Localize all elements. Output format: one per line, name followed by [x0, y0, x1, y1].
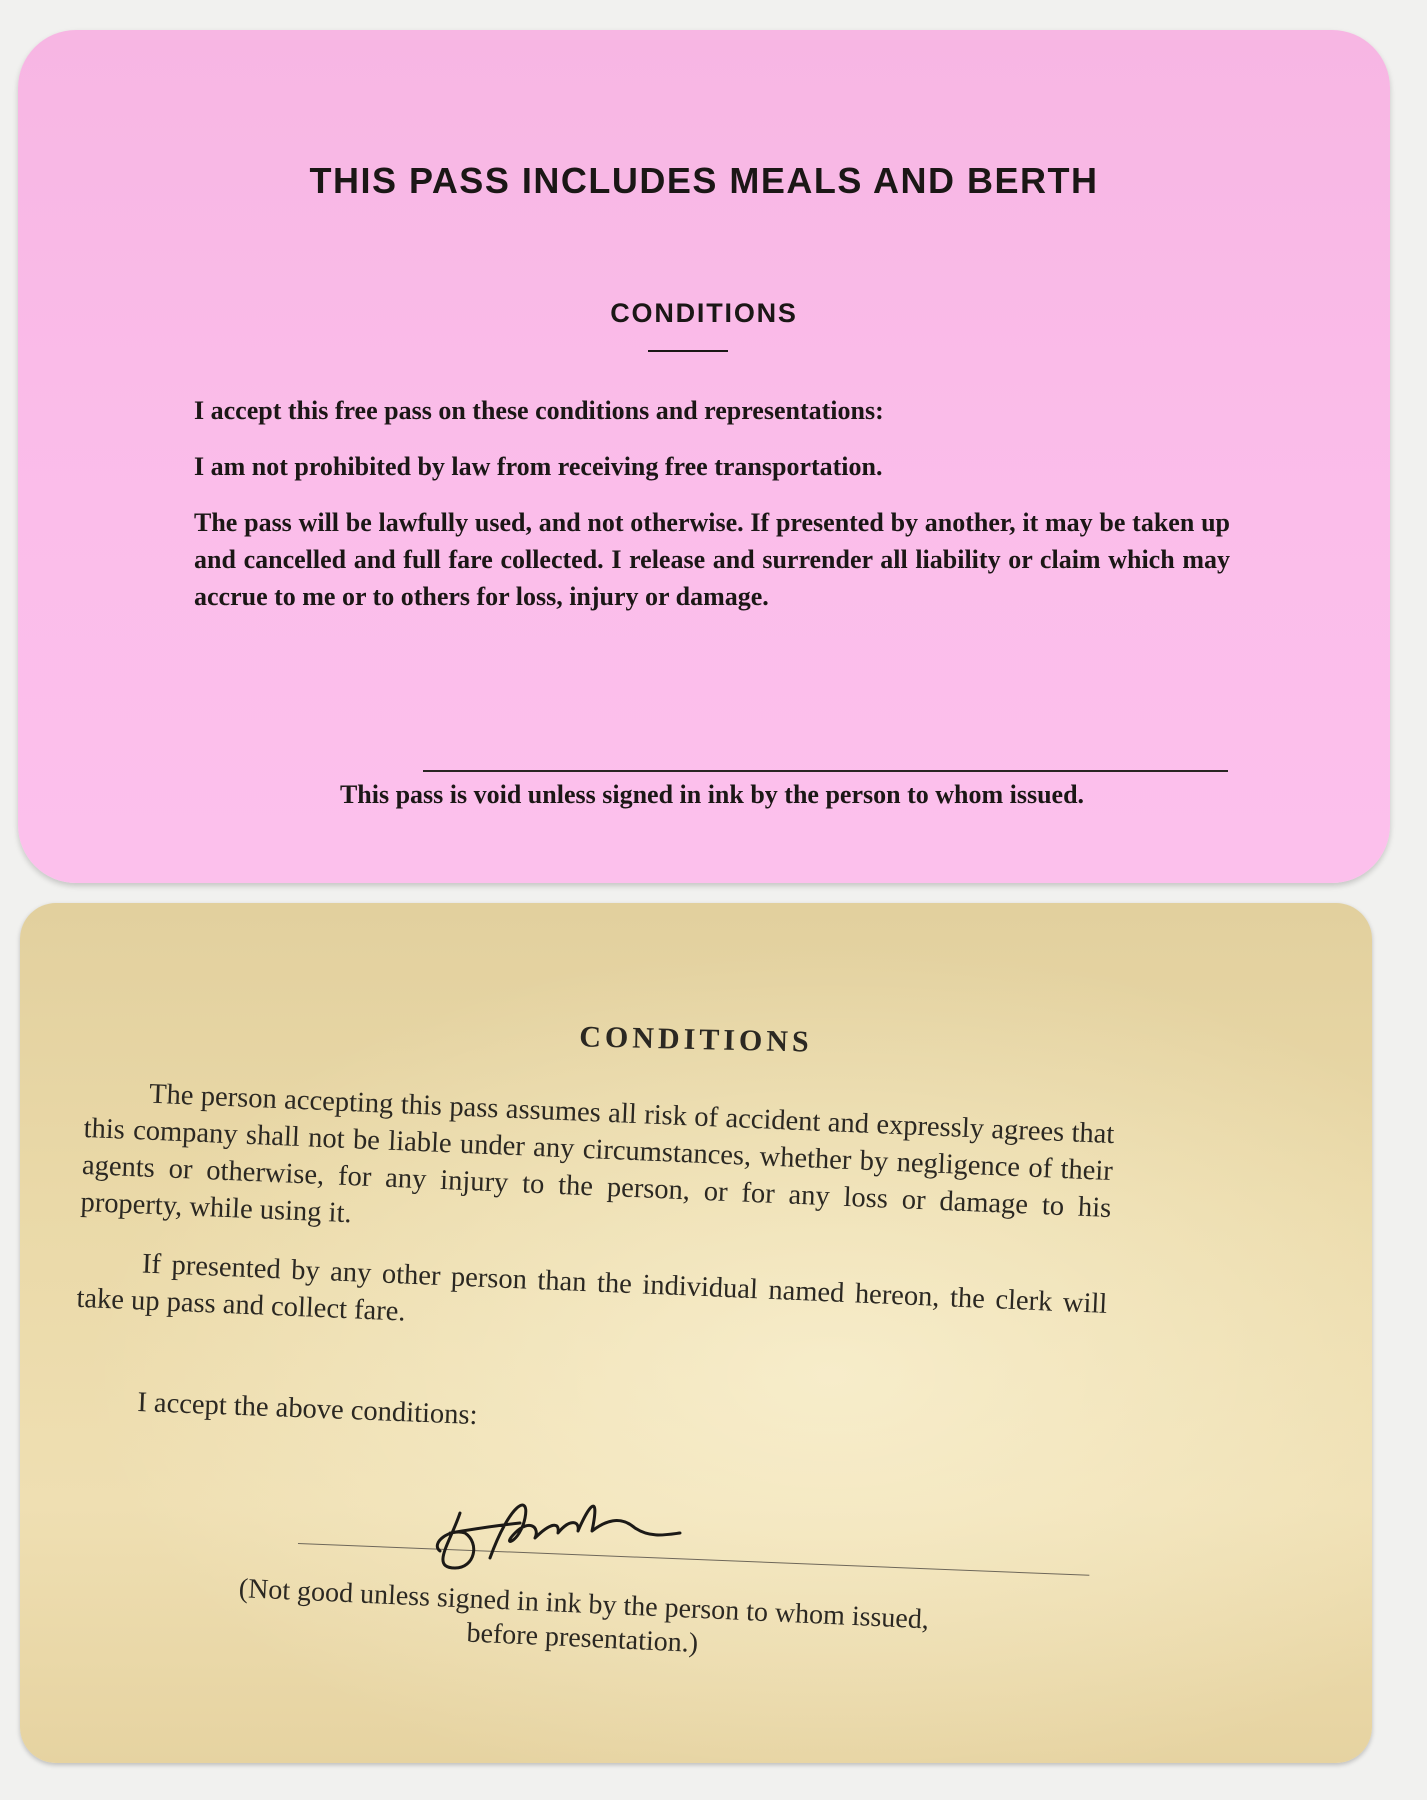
condition-paragraph: The pass will be lawfully used, and not otherwise. If presented by another, it may be taken up and cancelled and full fare collected. I release and surrender all liability or claim which may accrue to me or to others for loss, injury or damage.	[194, 508, 1230, 611]
accept-statement: I accept the above conditions:	[136, 1387, 479, 1432]
condition-paragraph: I accept this free pass on these conditions and representations:	[194, 396, 884, 425]
conditions-text	[75, 1073, 1115, 1382]
pass-title: THIS PASS INCLUDES MEALS AND BERTH	[309, 160, 1099, 201]
void-notice: This pass is void unless signed in ink by the person to whom issued.	[339, 780, 1085, 809]
signature-line	[423, 770, 1228, 772]
handwritten-signature	[420, 1473, 720, 1583]
condition-paragraph: The person accepting this pass assumes all risk of accident and expressly agrees that this company shall not be liable under any circumstances, whether by negligence of their agents or otherwise, for any injury to the person, or for any loss or damage to his property, while using it.	[79, 1078, 1115, 1230]
pink-pass-card	[18, 30, 1390, 883]
conditions-heading: CONDITIONS	[578, 1020, 814, 1059]
heading-underline	[648, 350, 728, 352]
condition-paragraph: I am not prohibited by law from receiving free transportation.	[194, 452, 883, 481]
cream-pass-card	[20, 903, 1372, 1763]
conditions-heading: CONDITIONS	[610, 298, 798, 328]
signature-notice: (Not good unless signed in ink by the person to whom issued, before presentation.)	[238, 1573, 930, 1659]
condition-paragraph: If presented by any other person than the individual named hereon, the clerk will take up pass and collect fare.	[75, 1248, 1108, 1328]
conditions-text	[194, 392, 1230, 634]
